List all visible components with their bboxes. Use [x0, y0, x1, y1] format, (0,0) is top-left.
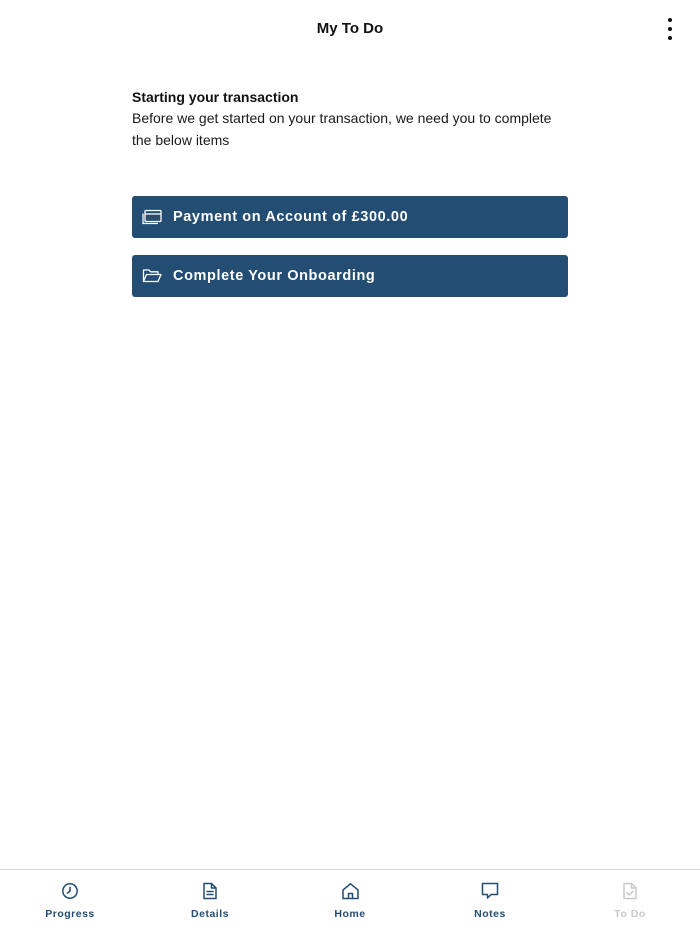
payment-on-account-label: Payment on Account of £300.00 [173, 209, 409, 225]
menu-dot [668, 27, 672, 31]
menu-dot [668, 18, 672, 22]
nav-notes-label: Notes [474, 908, 506, 920]
chat-bubble-icon [480, 881, 500, 901]
home-icon [340, 881, 360, 901]
nav-progress[interactable] [0, 870, 140, 934]
nav-home[interactable] [280, 870, 420, 934]
clock-icon [60, 881, 80, 901]
complete-onboarding-label: Complete Your Onboarding [173, 268, 376, 284]
nav-home-label: Home [334, 908, 366, 920]
menu-dot [668, 36, 672, 40]
nav-progress-label: Progress [45, 908, 95, 920]
nav-notes[interactable] [420, 870, 560, 934]
document-check-icon [620, 881, 640, 901]
document-icon [200, 881, 220, 901]
bottom-navigation [0, 869, 700, 934]
header [0, 0, 700, 60]
nav-details-label: Details [191, 908, 229, 920]
credit-card-icon [142, 209, 162, 225]
nav-to-do-label: To Do [614, 908, 646, 920]
complete-onboarding-button[interactable] [132, 255, 568, 297]
folder-open-icon [142, 268, 162, 284]
more-vertical-icon[interactable] [656, 14, 684, 44]
nav-to-do[interactable] [560, 870, 700, 934]
payment-on-account-button[interactable] [132, 196, 568, 238]
page-title: My To Do [316, 20, 384, 37]
intro-section [132, 87, 572, 151]
nav-details[interactable] [140, 870, 280, 934]
intro-title: Starting your transaction [132, 89, 299, 105]
intro-text: Before we get started on your transaction, we need you to complete the below items [132, 110, 552, 148]
